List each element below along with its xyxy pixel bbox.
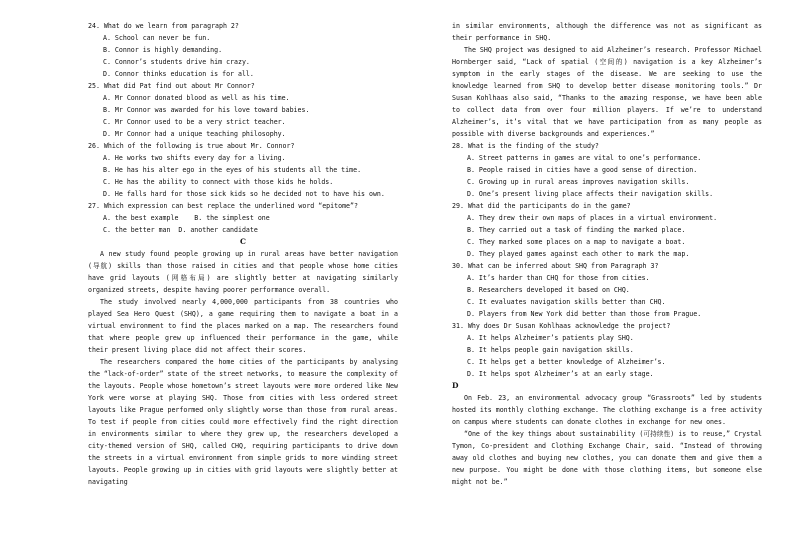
- question-29: [452, 200, 762, 260]
- option-d: D. It helps spot Alzheimer’s at an early stage.: [467, 370, 654, 378]
- question-25: [88, 80, 398, 140]
- option-a: A. It helps Alzheimer’s patients play SHQ.: [467, 334, 634, 342]
- option-a: A. Street patterns in games are vital to one’s performance.: [467, 154, 702, 162]
- question-28: [452, 140, 762, 200]
- option-d: D. One’s present living place affects their navigation skills.: [467, 190, 714, 198]
- passage-paragraph: On Feb. 23, an environmental advocacy group “Grassroots” led by students hosted its monthly clothing exchange. The clothing exchange is a free activity on campus where students can donate clothes in exchange for new ones.: [452, 394, 762, 426]
- option-a: A. It’s harder than CHQ for those from cities.: [467, 274, 650, 282]
- option-c: C. They marked some places on a map to navigate a boat.: [467, 238, 686, 246]
- option-b: B. People raised in cities have a good sense of direction.: [467, 166, 698, 174]
- option-d: D. Connor thinks education is for all.: [103, 70, 254, 78]
- option-a: A. They drew their own maps of places in a virtual environment.: [467, 214, 718, 222]
- option-row-ab: A. the best example B. the simplest one: [103, 214, 270, 222]
- question-stem: 24. What do we learn from paragraph 2?: [88, 22, 239, 30]
- passage-paragraph: The researchers compared the home cities of the participants by analysing the “lack-of-order” state of the street networks, to measure the complexity of the layouts. People whose hometown’s street layouts were more ordered like New York were worse at playing SHQ. Those from cities with less ordered street layouts like Prague performed only slightly worse than those from rural areas. To test if people from cities could more effectively find the right direction in environments similar to where they grew up, the researchers developed a city-themed version of SHQ, called CHQ, requiring participants to drive down the streets in a virtual environment from simple grids to more winding street layouts. People growing up in cities with grid layouts were slightly better at navigating: [88, 358, 398, 486]
- option-c: C. Growing up in rural areas improves navigation skills.: [467, 178, 690, 186]
- option-b: B. They carried out a task of finding the marked place.: [467, 226, 686, 234]
- passage-paragraph: A new study found people growing up in rural areas have better navigation (导航) skills than those raised in cities and that people whose home cities have grid layouts (网格布局) are slightly better at navigating similarly organized streets, despite having poorer performance overall.: [88, 250, 398, 294]
- question-27: [88, 200, 398, 236]
- question-stem: 28. What is the finding of the study?: [452, 142, 599, 150]
- question-30: [452, 260, 762, 320]
- passage-continuation: in similar environments, although the difference was not as significant as their performance in SHQ.: [452, 22, 762, 42]
- question-stem: 25. What did Pat find out about Mr Connor?: [88, 82, 255, 90]
- option-b: B. Researchers developed it based on CHQ.: [467, 286, 630, 294]
- right-column: [452, 20, 762, 488]
- question-26: [88, 140, 398, 200]
- option-a: A. Mr Connor donated blood as well as his time.: [103, 94, 290, 102]
- option-c: C. It evaluates navigation skills better than CHQ.: [467, 298, 666, 306]
- option-a: A. He works two shifts every day for a living.: [103, 154, 286, 162]
- section-heading-c: C: [240, 237, 246, 246]
- option-a: A. School can never be fun.: [103, 34, 211, 42]
- option-c: C. Connor’s students drive him crazy.: [103, 58, 250, 66]
- question-stem: 29. What did the participants do in the game?: [452, 202, 631, 210]
- option-c: C. It helps get a better knowledge of Alzheimer’s.: [467, 358, 666, 366]
- passage-paragraph: The study involved nearly 4,000,000 participants from 38 countries who played Sea Hero Quest (SHQ), a game requiring them to navigate a boat in a virtual environment to find the places marked on a map. The researchers found that where people grew up influenced their performance in the game, while their present living place did not affect their scores.: [88, 298, 398, 354]
- option-b: B. Mr Connor was awarded for his love toward babies.: [103, 106, 310, 114]
- question-24: [88, 20, 398, 80]
- section-heading-d: D: [452, 381, 459, 390]
- option-d: D. They played games against each other to mark the map.: [467, 250, 690, 258]
- passage-paragraph: The SHQ project was designed to aid Alzheimer’s research. Professor Michael Hornberger said, “Lack of spatial (空间的) navigation is a key Alzheimer’s symptom in the early stages of the disease. We are seeking to use the knowledge learned from SHQ to develop better disease monitoring tools.” Dr Susan Kohlhaas also said, “Thanks to the amazing response, we have been able to collect data from over four million players. If we’re to understand Alzheimer’s, it’s vital that we have participation from as many people as possible with diverse backgrounds and experiences.”: [452, 46, 762, 138]
- question-stem: 30. What can be inferred about SHQ from Paragraph 3?: [452, 262, 659, 270]
- question-31: [452, 320, 762, 380]
- option-d: D. Mr Connor had a unique teaching philosophy.: [103, 130, 286, 138]
- option-b: B. It helps people gain navigation skills.: [467, 346, 634, 354]
- option-b: B. He has his alter ego in the eyes of his students all the time.: [103, 166, 362, 174]
- option-c: C. He has the ability to connect with those kids he holds.: [103, 178, 334, 186]
- option-d: D. He falls hard for those sick kids so he decided not to have his own.: [103, 190, 385, 198]
- option-row-cd: C. the better man D. another candidate: [103, 226, 258, 234]
- passage-paragraph: “One of the key things about sustainability (可持续性) is to reuse,” Crystal Tymon, Co-president and Clothing Exchange Chair, said. “Instead of throwing away old clothes and buying new clothes, you can donate them and give them a new purpose. You might be done with those clothing items, but someone else might not be.”: [452, 430, 762, 486]
- question-stem: 31. Why does Dr Susan Kohlhaas acknowledge the project?: [452, 322, 671, 330]
- option-b: B. Connor is highly demanding.: [103, 46, 223, 54]
- option-d: D. Players from New York did better than those from Prague.: [467, 310, 702, 318]
- question-stem: 26. Which of the following is true about Mr. Connor?: [88, 142, 295, 150]
- option-c: C. Mr Connor used to be a very strict teacher.: [103, 118, 286, 126]
- left-column: [88, 20, 398, 488]
- question-stem: 27. Which expression can best replace the underlined word “epitome”?: [88, 202, 358, 210]
